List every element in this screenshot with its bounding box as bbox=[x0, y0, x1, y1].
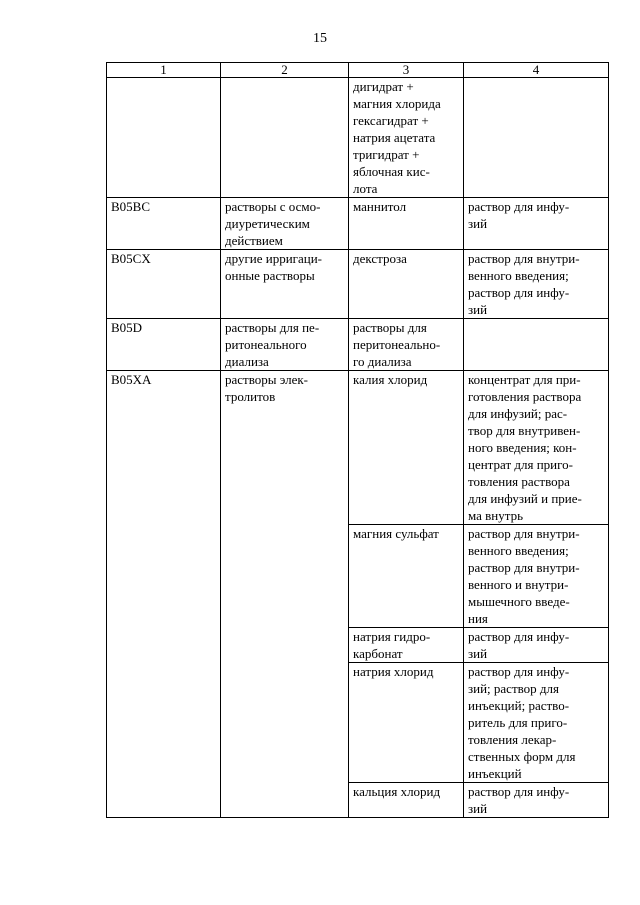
code-cell: B05BC bbox=[107, 198, 221, 250]
drug-classification-table bbox=[106, 62, 609, 818]
form-cell: раствор для инфу- зий bbox=[464, 198, 609, 250]
column-header-1: 1 bbox=[107, 63, 221, 78]
column-header-4: 4 bbox=[464, 63, 609, 78]
form-cell bbox=[464, 78, 609, 198]
substance-cell: натрия хлорид bbox=[349, 663, 464, 783]
substance-cell: кальция хлорид bbox=[349, 783, 464, 818]
code-cell bbox=[107, 78, 221, 198]
code-cell: B05XA bbox=[107, 371, 221, 818]
code-cell: B05D bbox=[107, 319, 221, 371]
substance-cell: калия хлорид bbox=[349, 371, 464, 525]
column-header-3: 3 bbox=[349, 63, 464, 78]
code-cell: B05CX bbox=[107, 250, 221, 319]
substance-cell: декстроза bbox=[349, 250, 464, 319]
form-cell: раствор для инфу- зий; раствор для инъекций; раство- ритель для приго- товления лекар- ственных форм для инъекций bbox=[464, 663, 609, 783]
column-number-row bbox=[107, 63, 609, 78]
substance-cell: маннитол bbox=[349, 198, 464, 250]
form-cell: раствор для внутри- венного введения; раствор для внутри- венного и внутри- мышечного введе- ния bbox=[464, 525, 609, 628]
substance-cell: растворы для перитонеально- го диализа bbox=[349, 319, 464, 371]
form-cell bbox=[464, 319, 609, 371]
table-row-continued bbox=[107, 78, 609, 198]
substance-cell: магния сульфат bbox=[349, 525, 464, 628]
table-row-b05d bbox=[107, 319, 609, 371]
form-cell: раствор для инфу- зий bbox=[464, 628, 609, 663]
group-cell bbox=[221, 78, 349, 198]
column-header-2: 2 bbox=[221, 63, 349, 78]
group-cell: растворы элек- тролитов bbox=[221, 371, 349, 818]
table-row-b05xa-potassium bbox=[107, 371, 609, 525]
group-cell: другие ирригаци- онные растворы bbox=[221, 250, 349, 319]
form-cell: концентрат для при- готовления раствора для инфузий; рас- твор для внутривен- ного введения; кон- центрат для приго- товления раствора для инфузий и прие- ма внутрь bbox=[464, 371, 609, 525]
group-cell: растворы для пе- ритонеального диализа bbox=[221, 319, 349, 371]
table-row-b05cx bbox=[107, 250, 609, 319]
form-cell: раствор для инфу- зий bbox=[464, 783, 609, 818]
substance-cell: дигидрат + магния хлорида гексагидрат + натрия ацетата тригидрат + яблочная кис- лота bbox=[349, 78, 464, 198]
substance-cell: натрия гидро- карбонат bbox=[349, 628, 464, 663]
table-row-b05bc bbox=[107, 198, 609, 250]
form-cell: раствор для внутри- венного введения; раствор для инфу- зий bbox=[464, 250, 609, 319]
page-number: 15 bbox=[313, 31, 327, 46]
group-cell: растворы с осмо- диуретическим действием bbox=[221, 198, 349, 250]
